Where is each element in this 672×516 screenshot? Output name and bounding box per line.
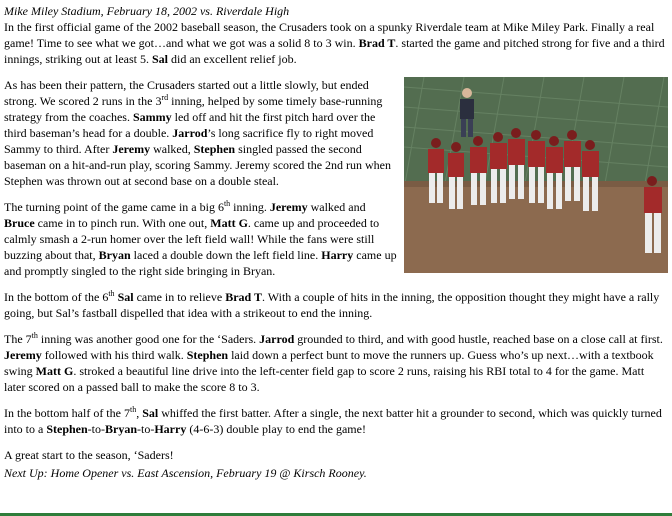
player-name: Sal (152, 52, 169, 66)
text: led off and hit the first pitch hard over the third baseman’s head for a double. (4, 110, 376, 140)
ordinal: th (31, 331, 38, 340)
text: -to- (87, 422, 105, 436)
text: (4-6-3) double play to end the game! (186, 422, 366, 436)
text: In the bottom half of the 7 (4, 406, 130, 420)
player-name: Bryan (98, 248, 131, 262)
text: . came up and proceeded to calmly smash a 2-run homer over the left field wall! While the fans were still buzzing about that, (4, 216, 380, 262)
text: -to- (137, 422, 155, 436)
text: did an excellent relief job. (168, 52, 297, 66)
player-name: Stephen (46, 422, 88, 436)
ordinal: rd (161, 93, 169, 102)
paragraph-seventh-inning (4, 331, 668, 395)
photo-illustration (404, 77, 668, 273)
text: , (136, 406, 143, 420)
text: walked, (150, 142, 194, 156)
intro-paragraph (4, 19, 668, 67)
player-name: Bryan (105, 422, 138, 436)
text: laced a double down the left field line. (130, 248, 322, 262)
text: inning was another good one for the ‘Saders. (37, 332, 260, 346)
text: followed with his third walk. (41, 348, 187, 362)
text: The 7 (4, 332, 32, 346)
text: inning, helped by some timely base-running strategy from the coaches. (4, 94, 383, 124)
player-name: Stephen (186, 348, 229, 362)
player-name: Matt G (35, 364, 74, 378)
player-name: Jarrod (259, 332, 295, 346)
text: came in to pinch run. With one out, (34, 216, 211, 230)
player-name: Jeremy (112, 142, 151, 156)
player-name: Jarrod (172, 126, 208, 140)
paragraph-bottom-seventh (4, 405, 668, 437)
text: . started the game and pitched strong for five and a third innings, striking out at least 5. (4, 36, 665, 66)
text: In the bottom of the 6 (4, 290, 109, 304)
ordinal: th (129, 405, 137, 414)
player-name: Harry (154, 422, 187, 436)
article (4, 3, 668, 481)
player-name: Sal (117, 290, 134, 304)
player-name: Matt G (210, 216, 248, 230)
text: grounded to third, and with good hustle, reached base on a close call at first. (294, 332, 663, 346)
player-name: Brad T (225, 290, 262, 304)
text: The turning point of the game came in a big 6 (4, 200, 224, 214)
paragraph-bottom-sixth (4, 289, 668, 321)
player-name: Sammy (132, 110, 172, 124)
team-celebration-photo (404, 77, 668, 273)
text: walked and (307, 200, 366, 214)
text: ’s long sacrifice fly to right moved Sammy to third. After (4, 126, 374, 156)
text: came up and promptly singled to the right side bringing in Bryan. (4, 248, 397, 278)
text: inning. (230, 200, 270, 214)
player-name: Brad T (358, 36, 396, 50)
player-name: Jeremy (4, 348, 42, 362)
next-up-line: Next Up: Home Opener vs. East Ascension, February 19 @ Kirsch Rooney. (4, 466, 367, 480)
player-name: Sal (142, 406, 159, 420)
player-name: Stephen (193, 142, 236, 156)
ordinal: th (108, 289, 115, 298)
text: singled passed the second baseman on a hit-and-run play, scoring Sammy. Jeremy scored the 2nd run when Stephen was thrown out at second base on a double steal. (4, 142, 392, 188)
text: . With a couple of hits in the inning, the opposition thought they might have a rally going, but Sal’s fastball dispelled that idea with a strikeout to end the inning. (4, 290, 660, 320)
player-name: Harry (321, 248, 354, 262)
dateline: Mike Miley Stadium, February 18, 2002 vs. Riverdale High (4, 4, 290, 18)
closing-line: A great start to the season, ‘Saders! (4, 448, 174, 462)
player-name: Jeremy (269, 200, 308, 214)
text: As has been their pattern, the Crusaders started out a little slowly, but ended strong. We scored 2 runs in the 3 (4, 78, 369, 108)
player-name: Bruce (4, 216, 35, 230)
text: In the first official game of the 2002 baseball season, the Crusaders took on a spunky Riverdale team at Mike Miley Park. Finally a real game! Time to see what we got…and what we got was a solid 8 to 3 win. (4, 20, 655, 50)
ordinal: th (223, 199, 231, 208)
text: . stroked a beautiful line drive into the left-center field gap to score 2 runs, raising his RBI total to 4 for the game. Matt later scored on a passed ball to make the score 8 to 3. (4, 364, 645, 394)
text: whiffed the first batter. After a single, the next batter hit a grounder to second, which was quickly turned into to a (4, 406, 662, 436)
text: came in to relieve (133, 290, 226, 304)
text: laid down a perfect bunt to move the runners up. Guess who’s up next…with a textbook swing (4, 348, 654, 378)
